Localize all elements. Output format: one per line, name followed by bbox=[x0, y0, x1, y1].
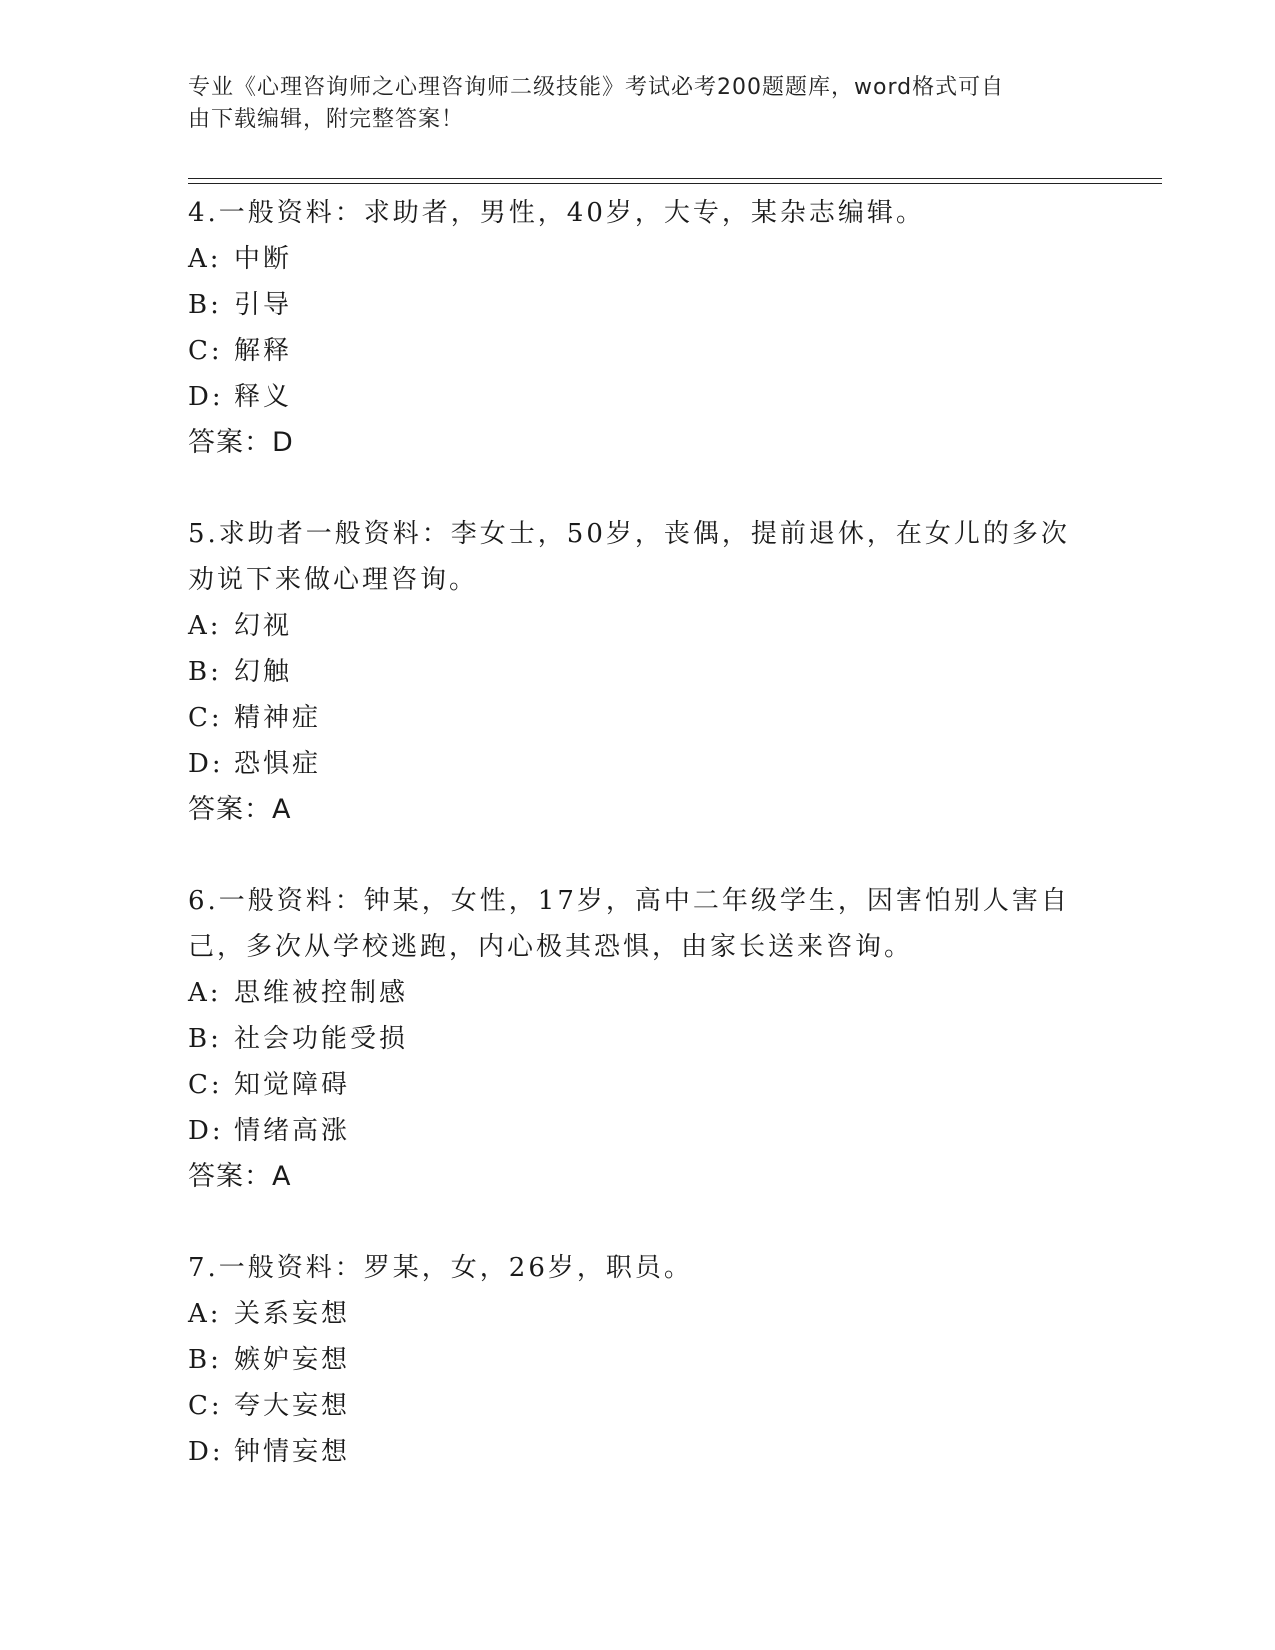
option-b bbox=[188, 1337, 1088, 1383]
option-text: 情绪高涨 bbox=[234, 1116, 351, 1146]
option-c bbox=[188, 328, 1088, 374]
option-letter: A: bbox=[188, 244, 222, 274]
option-d bbox=[188, 741, 1088, 787]
option-letter: C: bbox=[188, 1070, 223, 1100]
question-stem: 6.一般资料：钟某，女性，17岁，高中二年级学生，因害怕别人害自 bbox=[188, 886, 1070, 916]
header-line-2: 由下载编辑，附完整答案！ bbox=[188, 107, 465, 132]
option-c bbox=[188, 1062, 1088, 1108]
header-divider-top bbox=[188, 178, 1162, 179]
option-d bbox=[188, 1108, 1088, 1154]
question-block bbox=[188, 1245, 1088, 1475]
option-letter: C: bbox=[188, 336, 223, 366]
option-text: 钟情妄想 bbox=[234, 1437, 351, 1467]
question-block bbox=[188, 878, 1088, 1200]
option-text: 释义 bbox=[234, 382, 293, 412]
option-a bbox=[188, 1291, 1088, 1337]
option-letter: B: bbox=[188, 657, 222, 687]
question-stem: 7.一般资料：罗某，女，26岁，职员。 bbox=[188, 1253, 693, 1283]
option-text: 中断 bbox=[234, 244, 293, 274]
option-letter: B: bbox=[188, 1345, 222, 1375]
question-stem-continued: 劝说下来做心理咨询。 bbox=[188, 565, 479, 595]
option-b bbox=[188, 282, 1088, 328]
option-a bbox=[188, 970, 1088, 1016]
option-letter: B: bbox=[188, 1024, 222, 1054]
option-letter: A: bbox=[188, 978, 222, 1008]
option-text: 关系妄想 bbox=[234, 1299, 351, 1329]
question-list bbox=[188, 190, 1088, 1475]
answer-line: 答案：D bbox=[188, 427, 294, 458]
question-block bbox=[188, 190, 1088, 466]
option-text: 幻视 bbox=[234, 611, 293, 641]
header-line-1: 专业《心理咨询师之心理咨询师二级技能》考试必考200题题库，word格式可自 bbox=[188, 75, 1005, 100]
option-letter: D: bbox=[188, 382, 224, 412]
answer-line: 答案：A bbox=[188, 794, 292, 825]
option-c bbox=[188, 695, 1088, 741]
spacer bbox=[188, 1200, 1088, 1245]
option-letter: C: bbox=[188, 703, 223, 733]
question-block bbox=[188, 511, 1088, 833]
option-letter: A: bbox=[188, 1299, 222, 1329]
option-letter: C: bbox=[188, 1391, 223, 1421]
question-stem: 5.求助者一般资料：李女士，50岁，丧偶，提前退休，在女儿的多次 bbox=[188, 519, 1070, 549]
option-d bbox=[188, 374, 1088, 420]
option-text: 社会功能受损 bbox=[234, 1024, 409, 1054]
option-c bbox=[188, 1383, 1088, 1429]
spacer bbox=[188, 466, 1088, 511]
option-text: 精神症 bbox=[234, 703, 322, 733]
option-a bbox=[188, 603, 1088, 649]
option-letter: D: bbox=[188, 1437, 224, 1467]
answer-line: 答案：A bbox=[188, 1161, 292, 1192]
option-letter: B: bbox=[188, 290, 222, 320]
document-header bbox=[188, 72, 1078, 136]
option-b bbox=[188, 649, 1088, 695]
option-d bbox=[188, 1429, 1088, 1475]
question-stem: 4.一般资料：求助者，男性，40岁，大专，某杂志编辑。 bbox=[188, 198, 925, 228]
option-letter: D: bbox=[188, 749, 224, 779]
option-text: 知觉障碍 bbox=[234, 1070, 351, 1100]
header-divider-bottom bbox=[188, 183, 1162, 184]
option-text: 引导 bbox=[234, 290, 293, 320]
option-text: 解释 bbox=[234, 336, 293, 366]
option-text: 嫉妒妄想 bbox=[234, 1345, 351, 1375]
option-text: 恐惧症 bbox=[234, 749, 322, 779]
option-letter: D: bbox=[188, 1116, 224, 1146]
question-stem-continued: 己，多次从学校逃跑，内心极其恐惧，由家长送来咨询。 bbox=[188, 932, 914, 962]
option-text: 幻触 bbox=[234, 657, 293, 687]
spacer bbox=[188, 833, 1088, 878]
option-text: 夸大妄想 bbox=[234, 1391, 351, 1421]
option-letter: A: bbox=[188, 611, 222, 641]
option-b bbox=[188, 1016, 1088, 1062]
option-text: 思维被控制感 bbox=[234, 978, 409, 1008]
option-a bbox=[188, 236, 1088, 282]
